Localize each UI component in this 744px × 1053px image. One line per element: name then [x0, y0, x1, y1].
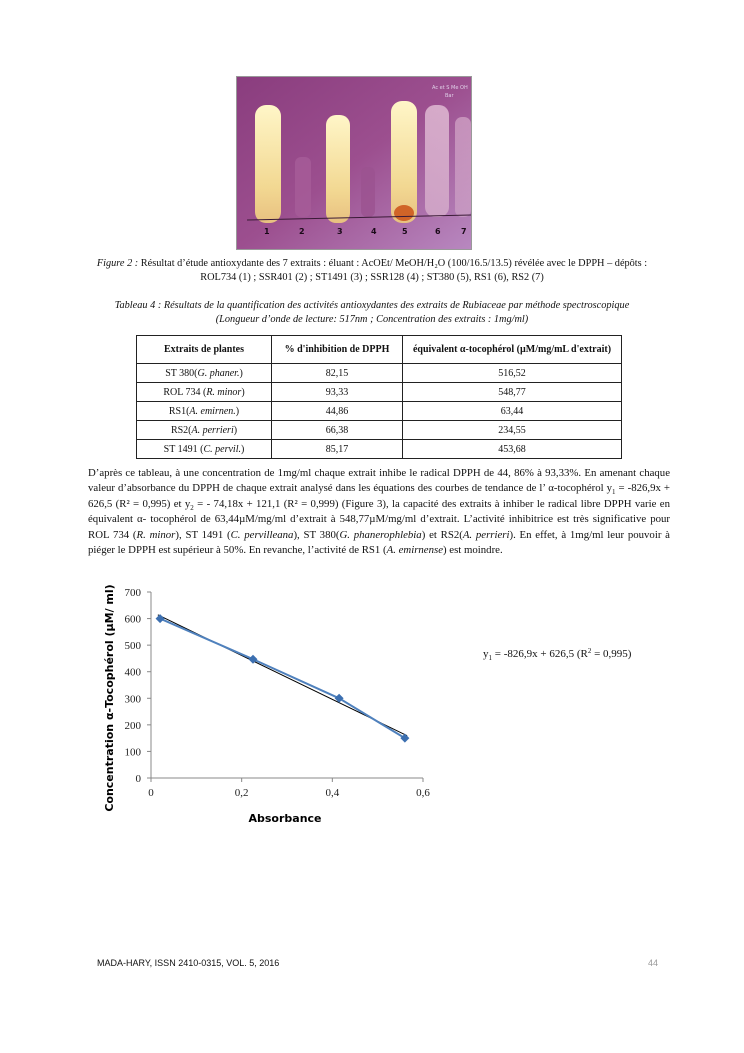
species-name: C. pervilleana: [230, 528, 294, 541]
table-row: [137, 421, 622, 440]
subscript: 1: [612, 488, 616, 497]
y-tick-label: 0: [135, 773, 141, 785]
extract-name-cell: ST 380(G. phaner.): [137, 364, 272, 383]
para-text: D’après ce tableau, à une concentration de 1mg/ml chaque extrait inhibe le radical DPPH de 44, 86% à 93,33%. En amenant chaque valeur d’absorbance du DPPH de chaque extrait analysé dans les équations des courbes de tendance de l’ α-tocophérol y: [88, 467, 670, 495]
y-tick-label: 700: [124, 587, 141, 599]
figure-2-caption: [50, 257, 694, 285]
equivalent-cell: 63,44: [403, 402, 622, 421]
species-name: G. phanerophlebia: [339, 528, 422, 541]
equivalent-cell: 516,52: [403, 364, 622, 383]
lane-label: 3: [337, 227, 343, 236]
data-point: [400, 734, 409, 743]
results-table: [136, 335, 622, 459]
y-tick-label: 600: [124, 613, 141, 626]
para-text: ), ST 380(: [293, 528, 340, 541]
table-header-cell: Extraits de plantes: [137, 336, 272, 364]
para-text: ) et RS2(: [421, 528, 463, 541]
figure-2-label: Figure 2 :: [96, 258, 139, 269]
table-row: [137, 383, 622, 402]
y-tick-label: 300: [124, 693, 141, 706]
y-axis-label: Concentration α-Tocophérol (µM/ ml): [103, 584, 116, 812]
para-text: ) est moindre.: [443, 544, 503, 557]
table-row: [137, 402, 622, 421]
para-text: ). En effet, à 1mg/ml leur pouvoir à piéger le DPPH est supérieur à 50%. En revanche, l’activité de RS1 (: [88, 528, 670, 557]
subscript: 2: [190, 503, 194, 512]
series-line: [160, 619, 405, 739]
species-name: A. perrieri: [462, 528, 510, 541]
lane-label: 4: [371, 227, 377, 236]
table-4-caption: [50, 299, 694, 327]
tlc-plate-photo: [236, 76, 472, 250]
tlc-plate-label-top: Ac et S Me OH: [432, 85, 468, 91]
extract-name-cell: RS1(A. emirnen.): [137, 402, 272, 421]
extract-name-cell: ROL 734 (R. minor): [137, 383, 272, 402]
x-axis-label: Absorbance: [248, 812, 322, 825]
tlc-spot-lane-5: [391, 101, 417, 223]
inhibition-cell: 93,33: [272, 383, 403, 402]
trendline-equation: $y_1 = -826,9x + 626,5$ $(R^2 = 0,995)$: [483, 647, 632, 662]
figure-2-caption-line2: ROL734 (1) ; SSR401 (2) ; ST1491 (3) ; SSR128 (4) ; ST380 (5), RS1 (6), RS2 (7): [200, 272, 544, 283]
y-tick-label: 100: [124, 746, 141, 759]
page-number: 44: [648, 958, 659, 968]
x-tick-label: 0: [148, 787, 154, 799]
para-text: = - 74,18x + 121,1 (R² = 0,999) (Figure 3), la capacité des extraits à inhiber le radical libre DPPH varie en équivalent α- tocophérol de 63,44µM/mg/ml d’extrait à 548,77µM/mg/ml d’extrait. L’activité inhibitrice est très significative pour ROL 734 (: [88, 497, 670, 541]
table-header-cell: équivalent α-tocophérol (µM/mg/mL d'extrait): [403, 336, 622, 364]
y-tick-label: 500: [124, 640, 141, 653]
y-tick-label: 200: [124, 719, 141, 732]
equivalent-cell: 234,55: [403, 421, 622, 440]
species-name: A. emirnense: [386, 544, 443, 557]
lane-label: 6: [435, 227, 441, 236]
y-tick-label: 400: [124, 666, 141, 679]
tlc-spot-lane-3: [326, 115, 350, 223]
extract-name-cell: ST 1491 (C. pervil.): [137, 440, 272, 459]
lane-label: 5: [402, 227, 408, 236]
para-text: = -826,9x + 626,5 (R² = 0,995) et y: [88, 482, 670, 510]
x-tick-label: 0,6: [416, 787, 430, 799]
table-header-cell: % d'inhibition de DPPH: [272, 336, 403, 364]
table-row: [137, 440, 622, 459]
tlc-plate-label-bottom: Bar: [445, 93, 454, 99]
equivalent-cell: 453,68: [403, 440, 622, 459]
x-tick-label: 0,4: [325, 787, 340, 799]
inhibition-cell: 82,15: [272, 364, 403, 383]
body-paragraph: [88, 466, 670, 558]
table-4-caption-line1: Tableau 4 : Résultats de la quantification des activités antioxydantes des extraits de Rubiaceae par méthode spectroscopique: [114, 300, 630, 311]
lane-label: 1: [264, 227, 270, 236]
table-row: [137, 364, 622, 383]
inhibition-cell: 85,17: [272, 440, 403, 459]
equivalent-cell: 548,77: [403, 383, 622, 402]
tlc-spot-lane-1: [255, 105, 281, 223]
lane-label: 2: [299, 227, 305, 236]
figure-2-caption-line1: Résultat d’étude antioxydante des 7 extraits : éluant : AcOEt/ MeOH/H₂O (100/16.5/13.5) révélée avec le DPPH – dépôts :: [138, 258, 648, 269]
footer-journal: MADA-HARY, ISSN 2410-0315, VOL. 5, 2016: [97, 958, 280, 968]
table-4-caption-line2: (Longueur d’onde de lecture: 517nm ; Concentration des extraits : 1mg/ml): [215, 314, 529, 325]
extract-name-cell: RS2(A. perrieri): [137, 421, 272, 440]
inhibition-cell: 44,86: [272, 402, 403, 421]
species-name: R. minor: [136, 528, 176, 541]
table-header-row: [137, 336, 622, 364]
tlc-spot-lane-6: [425, 105, 449, 217]
x-tick-label: 0,2: [234, 787, 249, 799]
para-text: ), ST 1491 (: [175, 528, 231, 541]
data-point: [156, 614, 165, 623]
inhibition-cell: 66,38: [272, 421, 403, 440]
lane-label: 7: [461, 227, 467, 236]
calibration-chart: [95, 580, 675, 830]
